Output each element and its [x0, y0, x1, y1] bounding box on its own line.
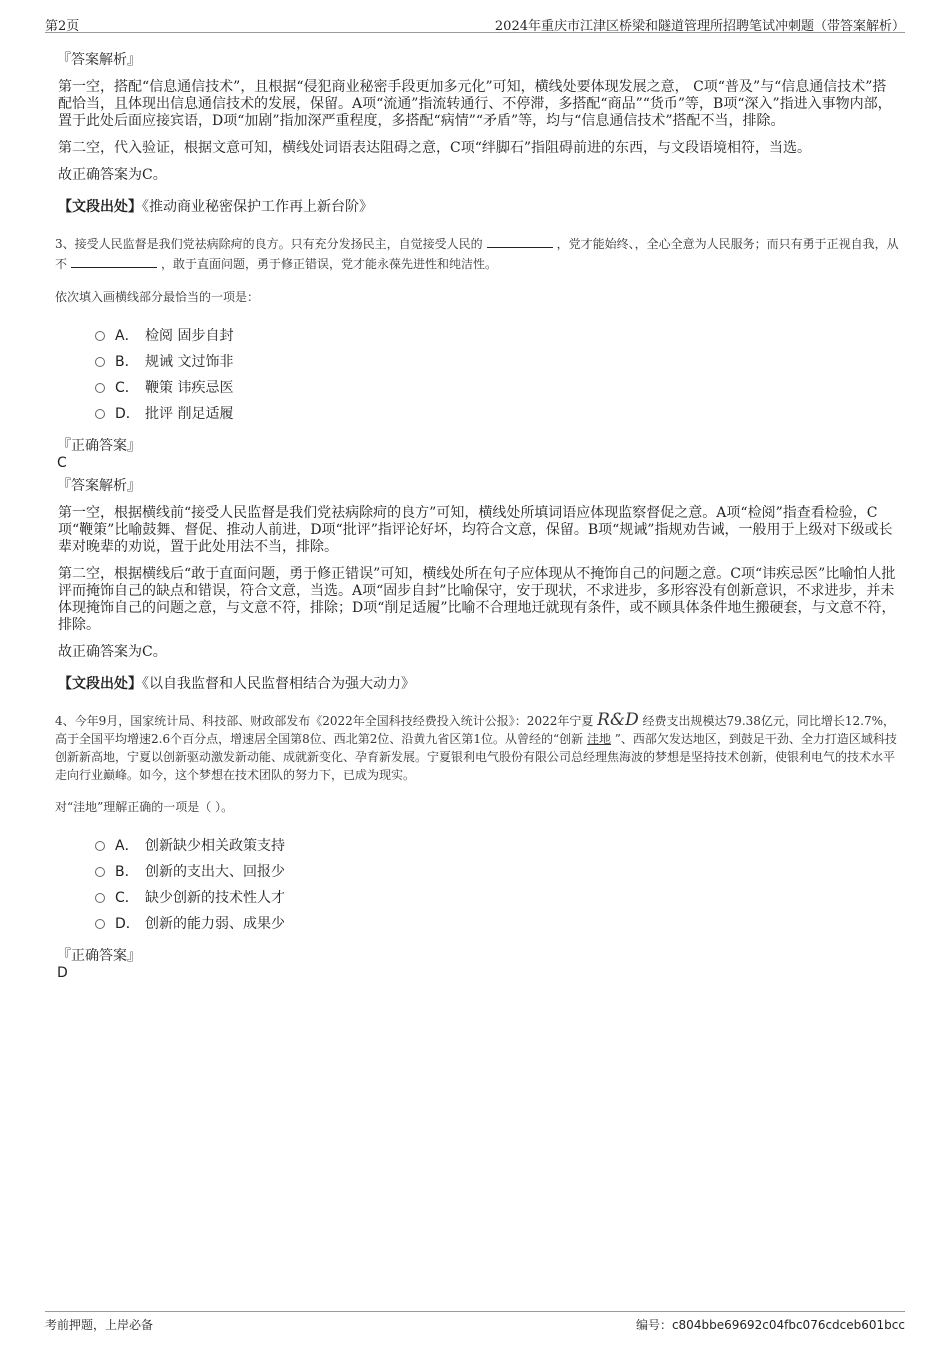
question-text: 4、今年9月，国家统计局、科技部、财政部发布《2022年全国科技经费投入统计公报》：2022年宁夏 — [55, 714, 598, 728]
fill-blank — [487, 235, 553, 248]
option-b[interactable] — [95, 349, 900, 375]
question-text: 3、接受人民监督是我们党祛病除疴的良方。只有充分发扬民主，自觉接受人民的 — [55, 237, 483, 251]
option-text: 鞭策 讳疾忌医 — [145, 380, 234, 396]
option-text: 创新的支出大、回报少 — [145, 864, 285, 880]
analysis-paragraph: 第一空，搭配“信息通信技术”，且根据“侵犯商业秘密手段更加多元化”可知，横线处要体现发展之意， C项“普及”与“信息通信技术”搭配恰当，且体现出信息通信技术的发展，保留。A项“流通”指流转通行、不停滞，多搭配“商品”“货币”等，B项“深入”指进入事物内部，置于此处后面应接宾语，D项“加剧”指加深严重程度，多搭配“病情”“矛盾”等，均与“信息通信技术”搭配不当，排除。 — [58, 79, 892, 129]
question-text: 经费支出规模达79.38亿元，同比增长12.7%，高于全国平均增速2.6个百分点，增速居全国第8位、西北第2位、沿黄九省区第1位。从曾经的“创新 — [55, 714, 896, 746]
option-letter: B． — [115, 354, 139, 370]
question-3-prompt: 依次填入画横线部分最恰当的一项是： — [55, 290, 260, 304]
analysis-paragraph: 第二空，代入验证，根据文意可知，横线处词语表达阻碍之意，C项“绊脚石”指阻碍前进的东西，与文段语境相符，当选。 — [58, 140, 812, 156]
question-text: ，敢于直面问题，勇于修正错误，党才能永葆先进性和纯洁性。 — [161, 257, 498, 271]
document-code: 编号：c804bbe69692c04fbc076cdceb601bcc — [635, 1318, 905, 1332]
option-b[interactable] — [95, 859, 900, 885]
option-text: 批评 削足适履 — [145, 406, 234, 422]
page-content — [55, 40, 900, 985]
option-text: 检阅 固步自封 — [145, 328, 234, 344]
fill-blank — [71, 255, 157, 268]
question-4-options — [55, 833, 900, 937]
option-letter: D． — [115, 916, 140, 932]
radio-icon[interactable] — [95, 409, 105, 419]
option-c[interactable] — [95, 885, 900, 911]
page-header — [45, 12, 905, 33]
question-3-options — [55, 323, 900, 427]
option-letter: D． — [115, 406, 140, 422]
analysis-paragraph: 第一空，根据横线前“接受人民监督是我们党祛病除疴的良方”可知，横线处所填词语应体现监察督促之意。A项“检阅”指查看检验，C项“鞭策”比喻鼓舞、督促、推动人前进，D项“批评”指评论好坏，均符合文意，保留。B项“规诫”指规劝告诫，一般用于上级对下级或长辈对晚辈的劝说，置于此处用法不当，排除。 — [58, 505, 893, 555]
radio-icon[interactable] — [95, 893, 105, 903]
radio-icon[interactable] — [95, 357, 105, 367]
answer-tag: 『正确答案』 — [57, 948, 141, 964]
radio-icon[interactable] — [95, 331, 105, 341]
question-text: ”、西部欠发达地区，到鼓足干劲、全力打造区域科技创新新高地，宁夏以创新驱动激发新动能、成就新变化、孕育新发展。宁夏银利电气股份有限公司总经理焦海波的梦想是坚持技术创新，使银利电气的技术水平走向行业巅峰。如今，这个梦想在技术团队的努力下，已成为现实。 — [55, 732, 897, 782]
option-letter: B． — [115, 864, 139, 880]
question-4-stem — [55, 711, 900, 784]
conclusion-paragraph: 故正确答案为C。 — [58, 644, 167, 660]
question-4-prompt: 对“洼地”理解正确的一项是（ ）。 — [55, 800, 234, 814]
option-text: 规诫 文过饰非 — [145, 354, 234, 370]
analysis-paragraph: 第二空，根据横线后“敢于直面问题，勇于修正错误”可知，横线处所在句子应体现从不掩饰自己的问题之意。C项“讳疾忌医”比喻怕人批评而掩饰自己的缺点和错误，符合文意，当选。A项“固步自封”比喻保守，安于现状，不求进步，多形容没有创新意识，不求进步，并未体现掩饰自己的问题之意，与文意不符，排除；D项“削足适履”比喻不合理地迁就现有条件，或不顾具体条件地生搬硬套，与文意不符，排除。 — [58, 566, 896, 633]
source-title: 《推动商业秘密保护工作再上新台阶》 — [142, 199, 373, 215]
option-d[interactable] — [95, 401, 900, 427]
option-text: 创新缺少相关政策支持 — [145, 838, 285, 854]
page-number: 第2页 — [45, 19, 80, 34]
option-c[interactable] — [95, 375, 900, 401]
question-text: ，党才能始终、，全心全意为人民服务；而只有勇于正视自我，从不 — [55, 237, 899, 271]
option-text: 创新的能力弱、成果少 — [145, 916, 285, 932]
conclusion-paragraph: 故正确答案为C。 — [58, 167, 167, 183]
option-d[interactable] — [95, 911, 900, 937]
source-label: 【文段出处】 — [58, 199, 142, 215]
document-title: 2024年重庆市江津区桥梁和隧道管理所招聘笔试冲刺题（带答案解析） — [494, 19, 905, 34]
radio-icon[interactable] — [95, 867, 105, 877]
answer-tag: 『正确答案』 — [57, 438, 141, 454]
radio-icon[interactable] — [95, 919, 105, 929]
math-term: R&D — [597, 710, 639, 730]
analysis-tag: 『答案解析』 — [57, 52, 141, 68]
option-letter: C． — [115, 890, 139, 906]
radio-icon[interactable] — [95, 841, 105, 851]
option-text: 缺少创新的技术性人才 — [145, 890, 285, 906]
source-title: 《以自我监督和人民监督相结合为强大动力》 — [142, 676, 415, 692]
source-label: 【文段出处】 — [58, 676, 142, 692]
analysis-tag: 『答案解析』 — [57, 478, 141, 494]
underlined-term: 洼地 — [586, 732, 611, 746]
footer-slogan: 考前押题，上岸必备 — [45, 1318, 154, 1332]
page-footer — [45, 1311, 905, 1340]
option-a[interactable] — [95, 323, 900, 349]
option-letter: A． — [115, 328, 139, 344]
option-letter: A． — [115, 838, 139, 854]
correct-answer: C — [57, 455, 67, 471]
radio-icon[interactable] — [95, 383, 105, 393]
option-letter: C． — [115, 380, 139, 396]
source-line — [58, 196, 897, 216]
correct-answer: D — [57, 965, 68, 981]
option-a[interactable] — [95, 833, 900, 859]
question-3-stem — [55, 234, 900, 274]
source-line — [58, 673, 897, 693]
